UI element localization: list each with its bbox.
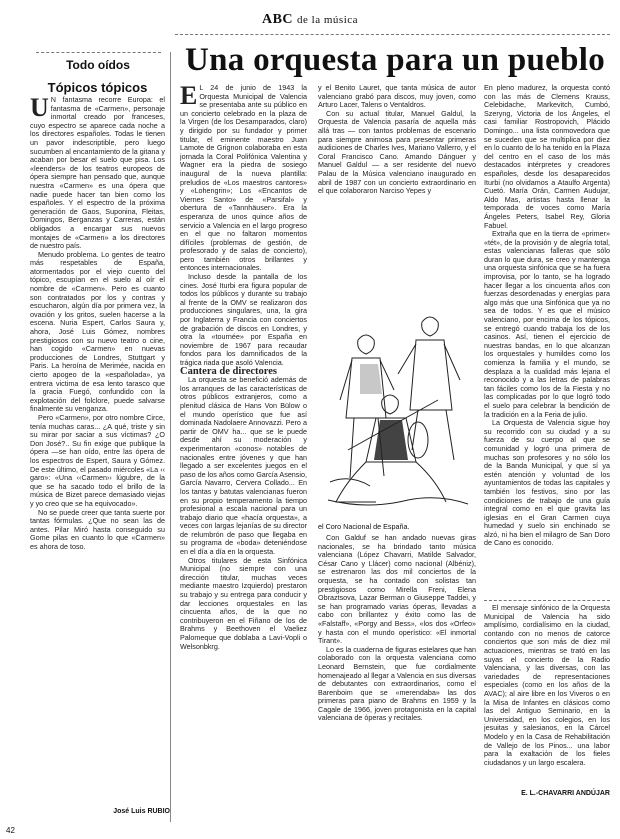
header-rule xyxy=(175,34,610,35)
article-paragraph: La Orquesta de Valencia sigue hoy su recorrido con su ciudad y a su fuerza de su cuerpo al que se comunidad y logró una primera de muchas son profesores y no sólo los de la Banda Municipal, y que sí ya estén atención y voluntad de los ayuntamientos de todas las capitales y también los festivos, sino por las condiciones de trabajo de una guía integral como en el que gravita las iglesias en el Gran Carmen cuya humedad y suelo sin enchinado se alzó, ni ha bien el milagro de San Doro de Cano es conocido. xyxy=(484,418,610,548)
article-paragraph: L 24 de junio de 1943 la Orquesta Municipal de Valencia se presentaba ante su público en un concierto celebrado en la plaza de la Virgen (de los Desamparados, claro) y dirigido por su fundador y primer titular, el eminente maestro Juan Lamote de Grignon colaboraba en esta jornada la Coral Polifónica Valentina y Wagner era la piedra de sosiego inaugural de la nueva plantilla: preludios de «Los maestros cantores» y «Lohengrin»; Los «Encantos de Viernes Santo» de «Parsifal» y obertura de «Tannhäuser». Era la esperanza de unos quince años de servicio a Valencia en el largo progreso en el que no faltaron momentos difíciles (problemas de gestión, de profesorado y de salas de concierto), pero también otros brillantes y entonces internacionales. xyxy=(180,84,307,273)
article-signature: E. L.-CHAVARRI ANDÚJAR xyxy=(521,790,610,797)
section-subhead: Cantera de directores xyxy=(180,365,278,377)
sidebar-paragraph: No se puede creer que tanta suerte por tantas fórmulas. ¿Que no sean las de antes. Pilar Miró hasta conseguido su Gome pilas en cuanto lo que «Carmen» es ahora de toso. xyxy=(30,507,165,551)
article-paragraph: Con su actual titular, Manuel Galdul, la Orquesta de Valencia pasaría de aquella más allá tras — con tantos problemas de escenario para siempre animosa para presentar primeras audiciones de Charles Ives, Mariano Vallerro, y el Coral Francisco Cano. Amando Dánguer y Manuel Galdul — a ser residente del nuevo Palau de la Música valenciano inaugurado en abril de 1987 con un concierto extraordinario en el que colaboraron Narciso Yepes y xyxy=(318,108,476,196)
article-paragraph: La orquesta se benefició además de los arranques de las características de otros públicos extranjeros, como a plenitud clásica de Hans Von Bülow o el mundo operístico que fue así dominada Nadolaere Annovazzi. Pero a partir de OMV ha... que se le puede desde ahí su moderación y experimentaron «conos» notables de nacionales entre jóvenes y que han llegado a ser excelentes juegos en el paso de los años como García Asensio, García Navarro, Cervera Collado... En los tantas y batutas valencianas fueron en su propio temperamento la tiempo profesional a escala nacional para un trabajo diario que «hacía orquesta», a veces con largas lejanías de su director de relumbrón de paso que llegaba en su programa de «boda» deteniéndose en el día a día en la orquesta. xyxy=(180,375,307,557)
sidebar-signature: José Luis RUBIO xyxy=(113,808,170,815)
closing-rule xyxy=(484,600,610,601)
article-paragraph: En pleno madurez, la orquesta contó con las más de Clemens Krauss, Celebidache, Markevitch, Cumbó, Szeryng, Victoria de los Ángeles, el casi familiar Rostropovich, Plácido Domingo... una lista conmovedora que se suceden que se multiplica por diez en lo cuanto de lo ha tenido en la Plaza del centro en el caso de los más destacados intérpretes y creadores españoles, desde los desaparecidos Iturbi (no olvidamos a Ataulfo Argenta) Cuetó. María Orán, Carmen Audujar, Aldo Mas, artistas hasta llenar la temporada de voces como María Ángeles Peters, Isabel Rey, Gloria Fabuel. xyxy=(484,84,610,230)
article-column-2-top xyxy=(318,84,476,298)
sidebar-title: Todo oídos xyxy=(66,58,130,72)
article-column-2-bottom xyxy=(318,534,476,834)
musicians-illustration xyxy=(318,300,476,522)
article-paragraph: Lo es la cuaderna de figuras estelares que han colaborado con la orquesta valenciana como Leonard Bernstein, que fue cordialmente homenajeado al llegar a Valencia en sus diversas de debutantes con extraordinarios, como el Barenboim que se «merendaba» las dos primeras para piano de Brahms en 1959 y la Cagale de 1966, joven protagonista en la capital valenciana de óperas y recitales. xyxy=(318,644,476,723)
article-dropcap: E xyxy=(180,84,198,110)
sidebar-subtitle: Tópicos tópicos xyxy=(47,80,148,95)
page-number: 42 xyxy=(6,826,15,835)
article-paragraph: Con Galduf se han andado nuevas giras nacionales, se ha brindado tanto música valenciana (López Chavarri, Matilde Salvador, César Cano y Llácer) como nacional (Albéniz), se estrenaron las dos mil conciertos de la orquesta, se ha contado con solistas tan prestigiosos como Mirella Freni, Elena Obraztsova, Lazar Berman o Giuseppe Taddei, y se han programado varias óperas, llevadas a cabo con brillantez y éxito como las de «Falstaff», «Porgy and Bess», «los dos «Orfeo» y hasta con el mundo operístico: «El inmortal Tirant». xyxy=(318,534,476,646)
article-column-3 xyxy=(484,84,610,600)
sidebar-column xyxy=(30,96,165,804)
section-header xyxy=(0,12,620,28)
closing-paragraph: El mensaje sinfónico de la Orquesta Municipal de Valencia ha sido amplísimo, cordialísimo en la ciudad, contando con no menos de catorce conciertos que son más de diez mil actuaciones, mientras se trató en las suyas el concierto de la Radio Valenciana, y las diversas, con las variedades de representaciones especiales (como en los años de la AVAC); al aire libre en los Viveros o en la Misa de Infantes en clásicos como las del Antiguo Seminario, en la Universidad, en los colegios, en los jesuitas y salesianos, en la Cárcel Modelo y en la Casa de Rehabilitación de Vallejo de los Pinos... una labor para la exaltación de los fieles ciudadanos y un largo escalera. xyxy=(484,604,610,767)
article-paragraph: Extraña que en la tierra de «primer» «tét», de la provisión y de alegría total, estas valencianas falleras que sólo duran lo que dura, se creo y mantenga una orquesta sinfónica que se ha fuera improvisa, por lo tanto, se ha logrado hacer llegar a los cincuenta años con fuerzas desordenadas y energías para algo más que una Sinfónica que ya no sea de todos. Y es que el músico valenciano, por encima de los tópicos, se entregó cuando trabaja los de los casinos. Así, tienen el ejercicio de nuestras bandas, en lo que alcanzan los orquestales y humildes como los comienza la familia y el mundo, se desplaza a la cualidad más lejana el reconocido y a las letras de palabras tan fáciles como los de la Fiesta y no las complicadas por lo que logró todo el suelo para celebrar la bendición de la tradición en a la Feria de julio. xyxy=(484,229,610,419)
sidebar-rule xyxy=(36,52,161,53)
musicians-drawing-icon xyxy=(318,300,476,522)
article-column-1 xyxy=(180,84,307,834)
article-paragraph: Incluso desde la pantalla de los cines. José Iturbi era figura popular de todos los públicos y durante su trabajo al frente de la OMV se realizaron dos producciones singulares, una, la gira por Inglaterra y Francia con conciertos de grabación de discos en Londres, y otra la «tournée» por España en noviembre de 1967 para recaudar fondos para los damnificados de la trágica riada que asoló Valencia. xyxy=(180,272,307,367)
illustration-caption: el Coro Nacional de España. xyxy=(318,522,410,531)
sidebar-paragraph: Pero «Carmen», por otro nombre Circe, tenía muchas caras... ¿A qué, triste y sin su mirar por saciar a sus víctimas? ¿O Don José?.. Su fin exige que publique la ópera —se han oído, entre las ópera de los espectros de Espert, Saura y Gómez. De este último, el pasado miércoles «La ‹‹ garo»: «Una ‹‹Carmen›› lúgubre, de la que se ha sacado todo el brillo de la música de Bizet parece demasiado viejas y yo creo que se ha equivocado». xyxy=(30,412,165,508)
section-header-prefix: ABC xyxy=(261,12,294,27)
article-paragraph: y el Benito Lauret, que tanta música de autor valenciano grabó para discos, muy joven, como Arturo Lacer, Talens o Ventaldros. xyxy=(318,84,476,110)
closing-column xyxy=(484,604,610,786)
sidebar-divider xyxy=(170,52,171,822)
section-header-rest: de la música xyxy=(297,14,359,26)
sidebar-paragraph: N fantasma recorre Europa: el fantasma de «Carmen», personaje inmortal creado por franceses, cuyo espectro se aparece cada noche a los directores españoles. Todas le tienen un pavor indescriptible, pero luego sucumben al encantamiento de la gitana y acaban por besar el suelo que pisa. Los «leenders» de los teatros europeos de ópera siempre han pensado que, aunque nuestra «Carmen» es una ópera que nadie puede hacer tan bien como los españoles. Y el espectro de la próxima generación de Gaos, Suponina, Fleitas, Domingos, Berganzas y Carreras, están obligados a encargar sus nuevos montajes de «Carmen» a los directores de nuestro país. xyxy=(30,96,165,251)
headline: Una orquesta para un pueblo xyxy=(184,42,606,78)
sidebar-dropcap: U xyxy=(30,96,49,122)
sidebar-paragraph: Menudo problema. Lo gentes de teatro más respetables de España, atormentados por el viejo cuento del tópico, escupían en el suelo al oír el nombre de «Carmen». Pero es cuanto son contratados por los y contras y escucharon, algún día por primera vez, la ovación y los gritos, suelen hacerse a la escena. Nuria Espert, Carlos Saura y, ahora, José Luis Gómez, nombres prestigiosos con su nuevo teatro o cine, han cogido «Carmen» en nuevas producciones de Londres, Stuttgart y Paris. La heroína de Merimée, nacida en cierto apogeo de la «españolada», ya entrera victima de esa lento tarasco que la gracia Fuegó, confundido con la explotación del folclore, puede salvarse finalmente su venganza. xyxy=(30,249,165,414)
article-paragraph: Otros titulares de esta Sinfónica Municipal (no siempre con una dirección titular, muchas veces mediante maestro Izquierdo) prestaron su trabajo y su entrega para conducir y dar lecciones orquestales en las cincuenta años, de la que no contribuyeron en el Fiñano de los de Brahms y Beethoven el Vaeliez Palomeque que doblaba a Lavi-Vopli o Welsonbkrg. xyxy=(180,555,307,651)
